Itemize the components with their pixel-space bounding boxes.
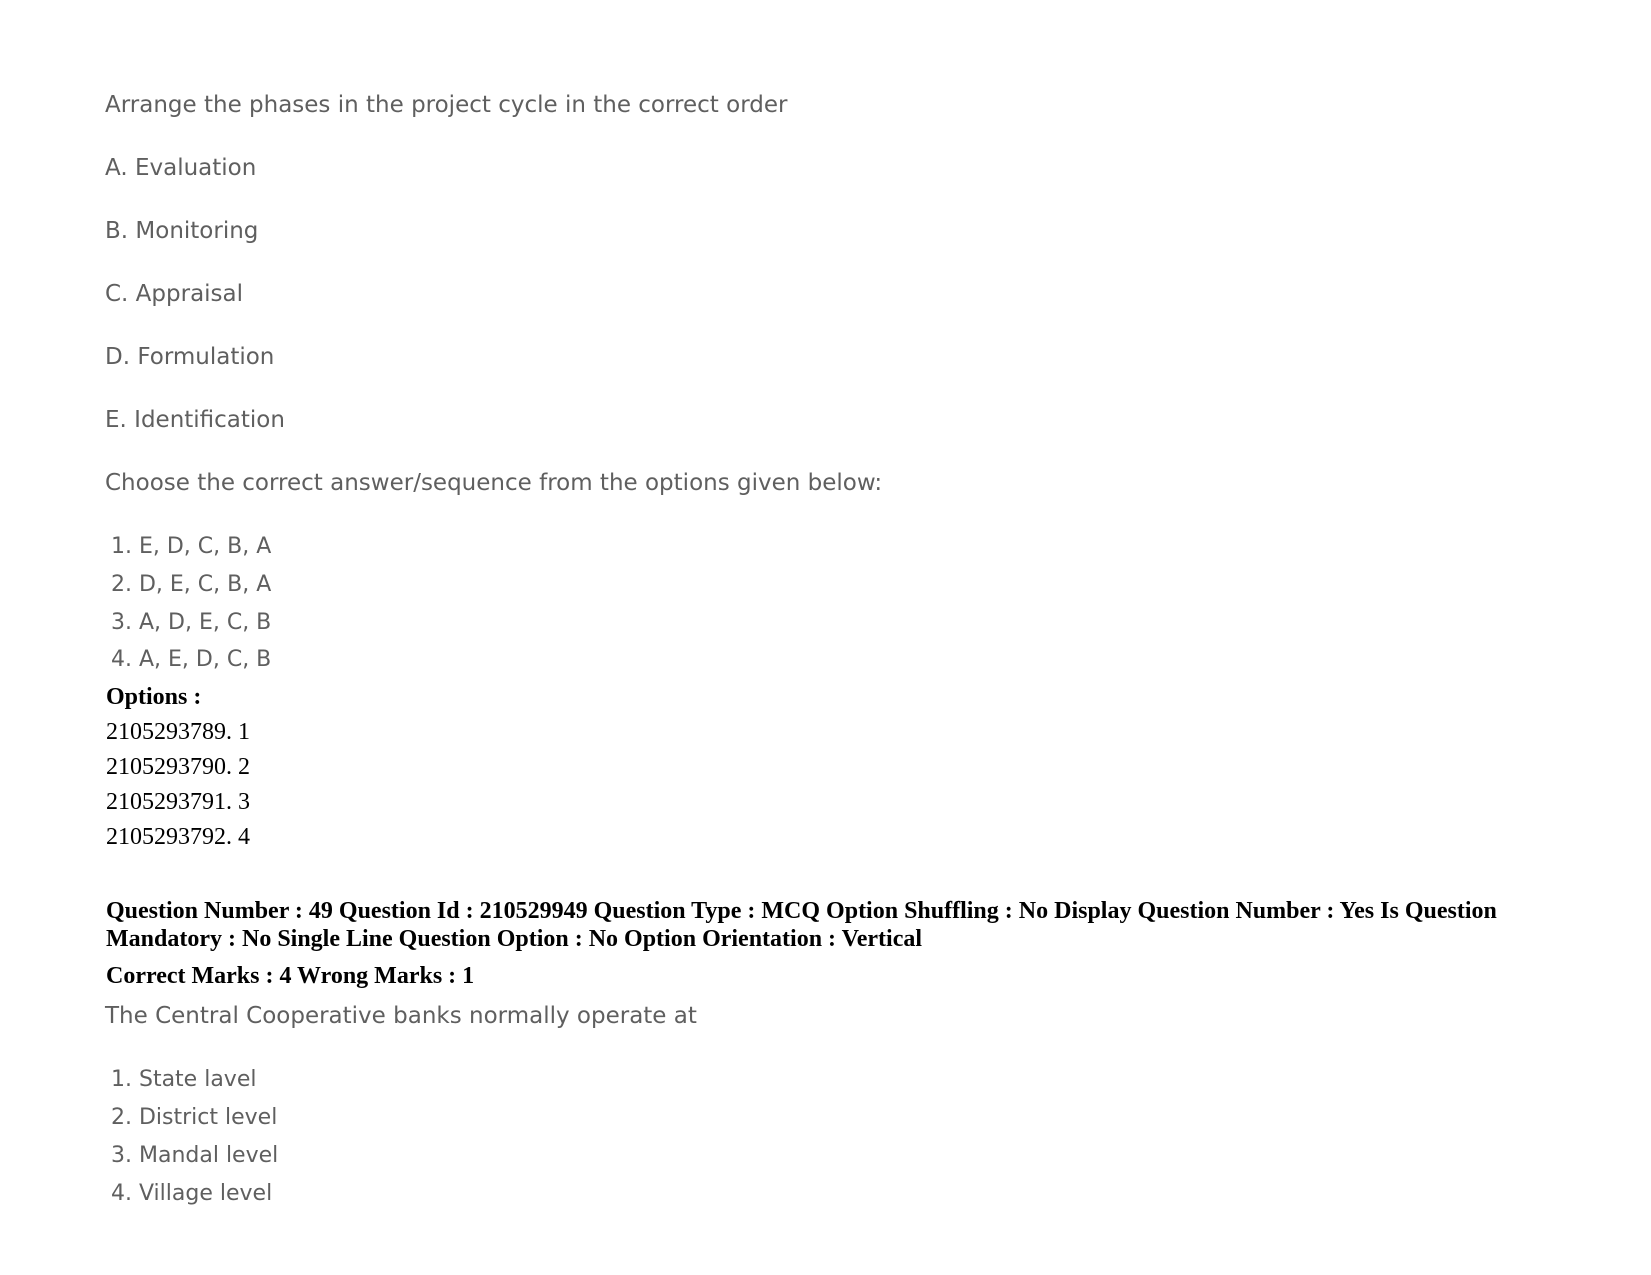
q49-choice: 4. Village level bbox=[111, 1181, 273, 1206]
option-id: 2105293789. 1 bbox=[106, 719, 250, 745]
option-id: 2105293790. 2 bbox=[106, 754, 250, 780]
q48-choice: 3. A, D, E, C, B bbox=[111, 610, 272, 635]
q48-choice: 2. D, E, C, B, A bbox=[111, 572, 272, 597]
q49-stem: The Central Cooperative banks normally operate at bbox=[105, 1003, 697, 1029]
option-id: 2105293792. 4 bbox=[106, 824, 250, 850]
option-id: 2105293791. 3 bbox=[106, 789, 250, 815]
q49-choice: 2. District level bbox=[111, 1105, 278, 1130]
q48-choice: 1. E, D, C, B, A bbox=[111, 534, 272, 559]
q48-stem: Arrange the phases in the project cycle in the correct order bbox=[105, 92, 788, 118]
q48-instruction: Choose the correct answer/sequence from the options given below: bbox=[105, 470, 883, 496]
q48-choice: 4. A, E, D, C, B bbox=[111, 647, 272, 672]
q49-choice: 1. State lavel bbox=[111, 1067, 257, 1092]
q48-item: A. Evaluation bbox=[105, 155, 257, 181]
q49-metadata: Question Number : 49 Question Id : 210529949 Question Type : MCQ Option Shuffling : No Display Question Number : Yes Is Question Mandatory : No Single Line Question Option : No Option Orientation : Vertical bbox=[106, 898, 1497, 952]
q49-choice: 3. Mandal level bbox=[111, 1143, 279, 1168]
q48-item: B. Monitoring bbox=[105, 218, 259, 244]
q48-item: E. Identification bbox=[105, 407, 285, 433]
options-label: Options : bbox=[106, 684, 202, 710]
q49-marks: Correct Marks : 4 Wrong Marks : 1 bbox=[106, 963, 475, 989]
q48-item: D. Formulation bbox=[105, 344, 275, 370]
q48-item: C. Appraisal bbox=[105, 281, 244, 307]
